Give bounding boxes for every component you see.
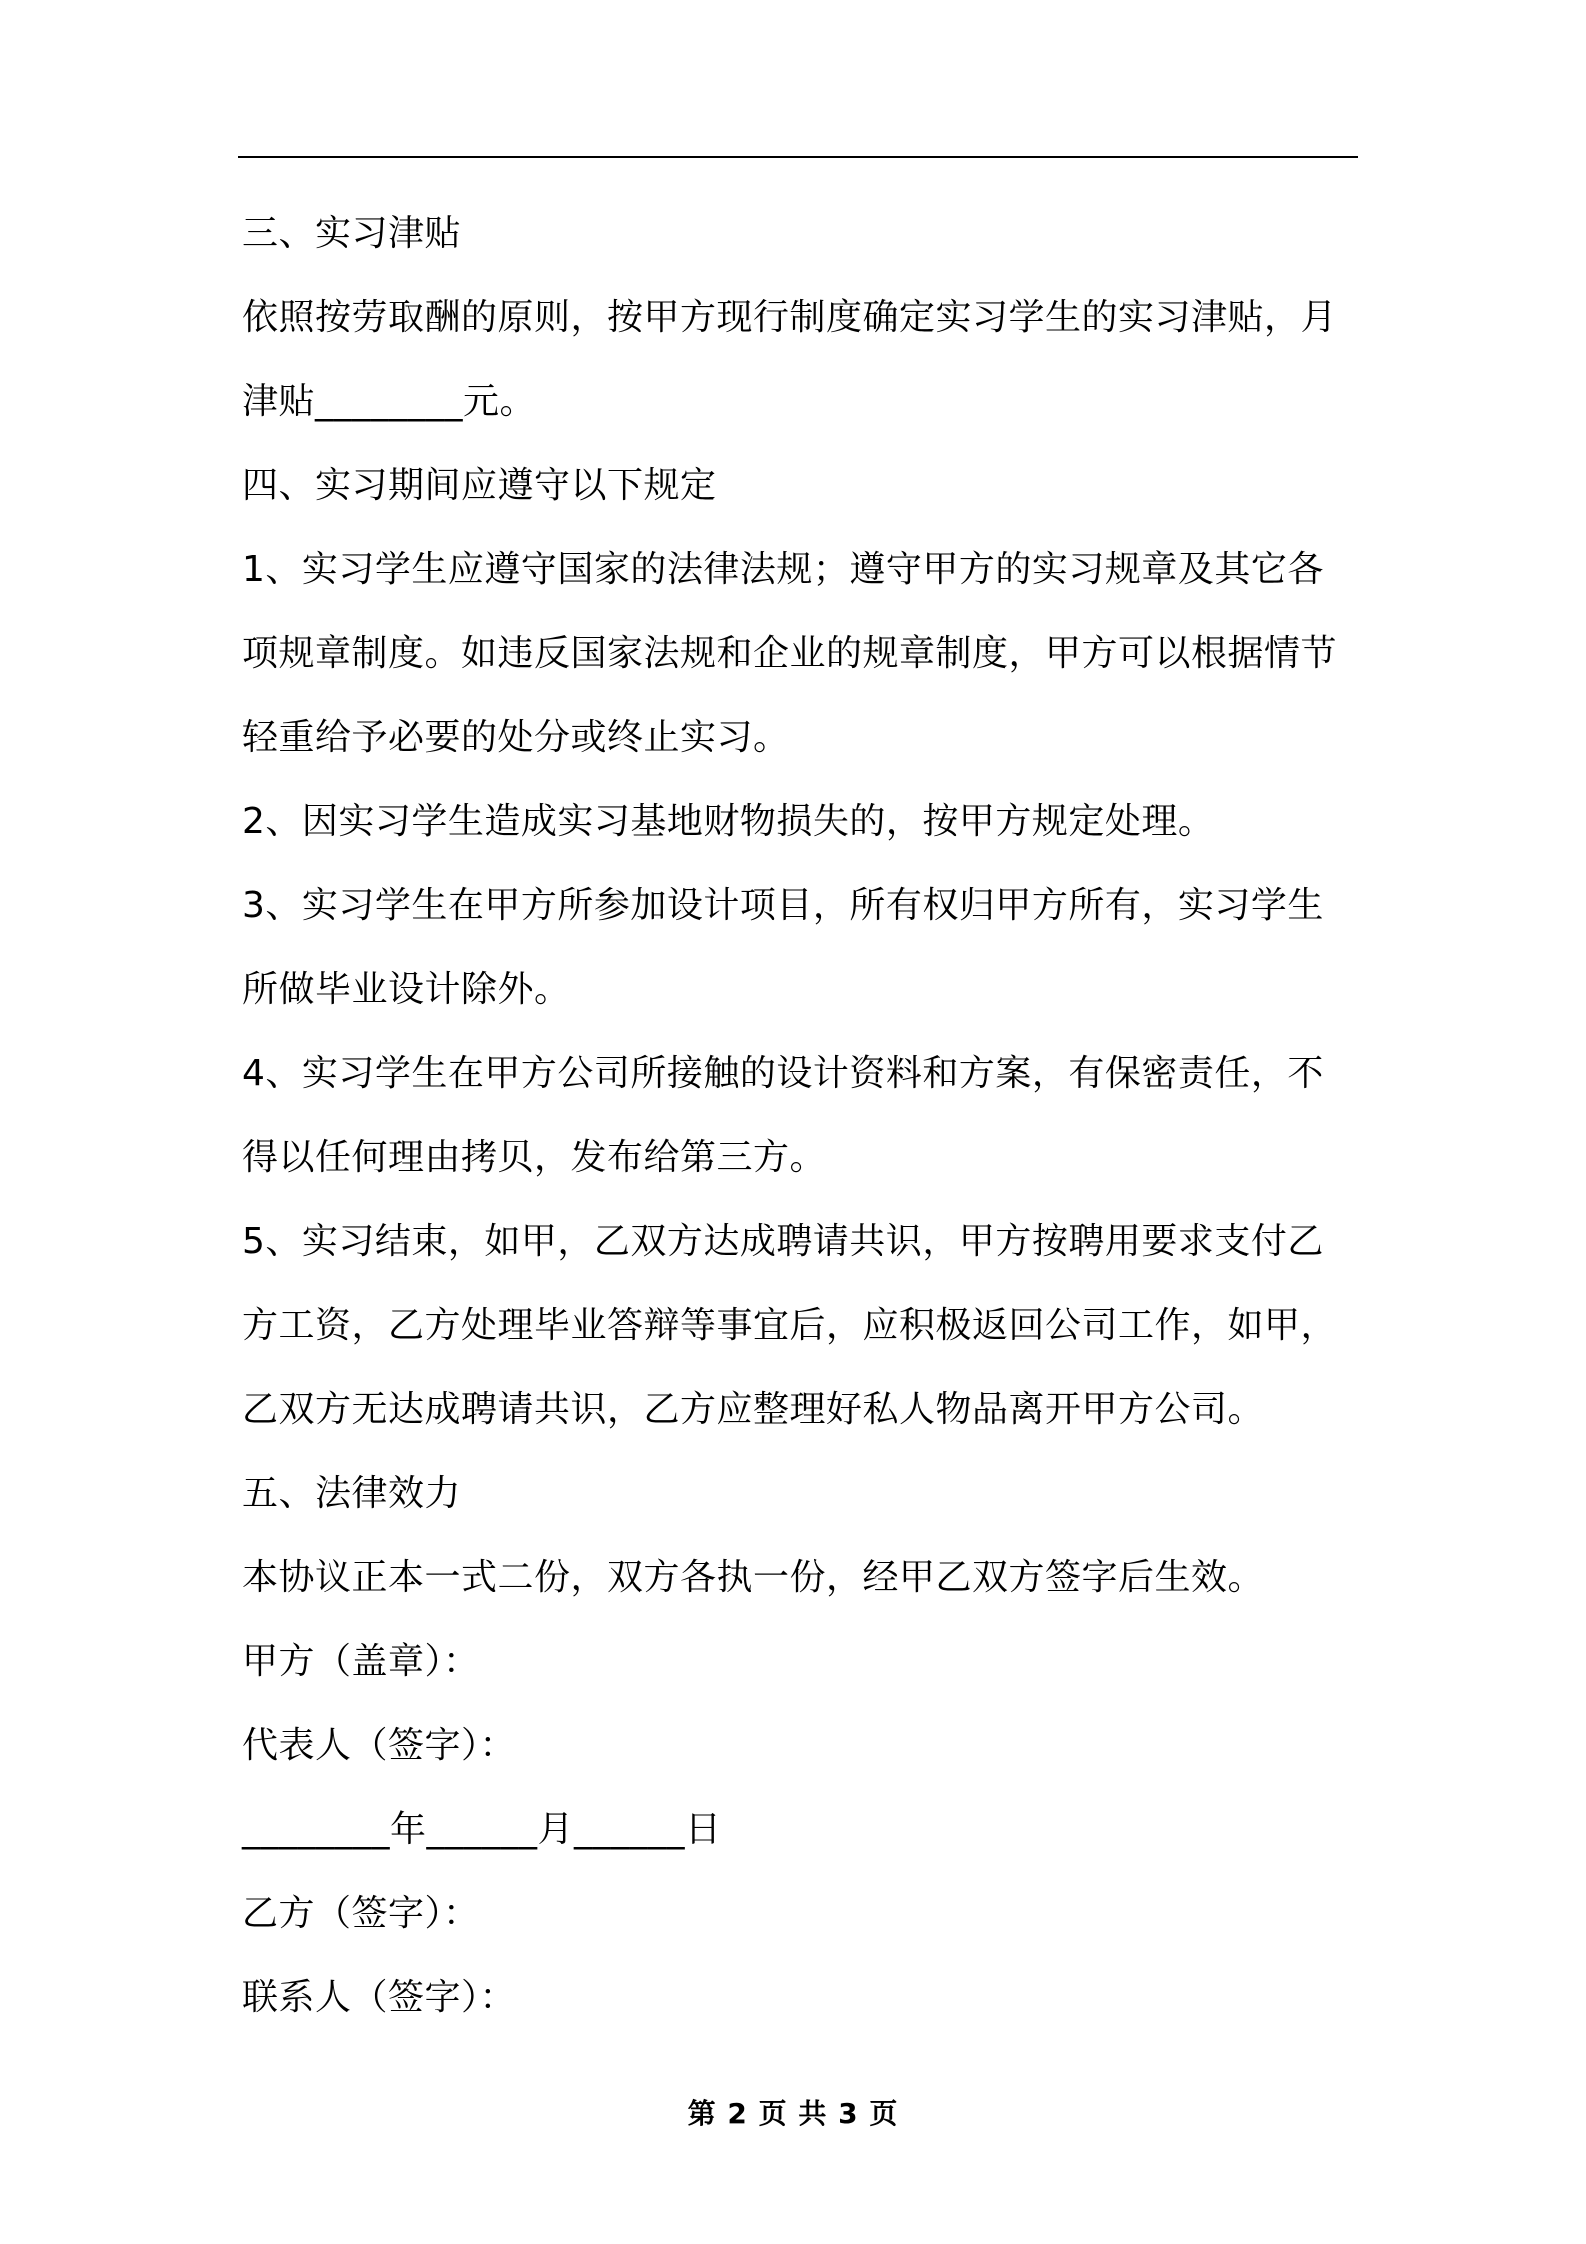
- paragraph-line: 2、因实习学生造成实习基地财物损失的，按甲方规定处理。: [242, 801, 1215, 842]
- section-heading-allowance: 三、实习津贴: [242, 213, 462, 254]
- paragraph-line: 方工资，乙方处理毕业答辩等事宜后，应积极返回公司工作，如甲，: [242, 1305, 1338, 1346]
- document-body: [242, 192, 1354, 2040]
- paragraph-line: 轻重给予必要的处分或终止实习。: [242, 717, 790, 758]
- paragraph-line: 3、实习学生在甲方所参加设计项目，所有权归甲方所有，实习学生: [242, 885, 1324, 926]
- contact-signature-label: 联系人（签字）：: [242, 1977, 517, 2018]
- date-blank-line: ________年______月______日: [242, 1809, 722, 1850]
- party-b-signature-label: 乙方（签字）：: [242, 1893, 480, 1934]
- header-rule: [238, 156, 1358, 158]
- paragraph-line: 得以任何理由拷贝，发布给第三方。: [242, 1137, 827, 1178]
- paragraph-line: 项规章制度。如违反国家法规和企业的规章制度，甲方可以根据情节: [242, 633, 1338, 674]
- paragraph-line: 乙双方无达成聘请共识，乙方应整理好私人物品离开甲方公司。: [242, 1389, 1265, 1430]
- section-heading-legal-effect: 五、法律效力: [242, 1473, 462, 1514]
- representative-signature-label: 代表人（签字）：: [242, 1725, 517, 1766]
- paragraph-line: 依照按劳取酬的原则，按甲方现行制度确定实习学生的实习津贴，月: [242, 297, 1338, 338]
- paragraph-line: 5、实习结束，如甲，乙双方达成聘请共识，甲方按聘用要求支付乙: [242, 1221, 1324, 1262]
- party-a-seal-label: 甲方（盖章）：: [242, 1641, 480, 1682]
- paragraph-line: 本协议正本一式二份，双方各执一份，经甲乙双方签字后生效。: [242, 1557, 1265, 1598]
- paragraph-line: 津贴________元。: [242, 381, 537, 422]
- paragraph-line: 4、实习学生在甲方公司所接触的设计资料和方案，有保密责任，不: [242, 1053, 1324, 1094]
- paragraph-line: 所做毕业设计除外。: [242, 969, 571, 1010]
- section-heading-rules: 四、实习期间应遵守以下规定: [242, 465, 717, 506]
- paragraph-line: 1、实习学生应遵守国家的法律法规；遵守甲方的实习规章及其它各: [242, 549, 1324, 590]
- page-number: 第 2 页 共 3 页: [687, 2097, 899, 2130]
